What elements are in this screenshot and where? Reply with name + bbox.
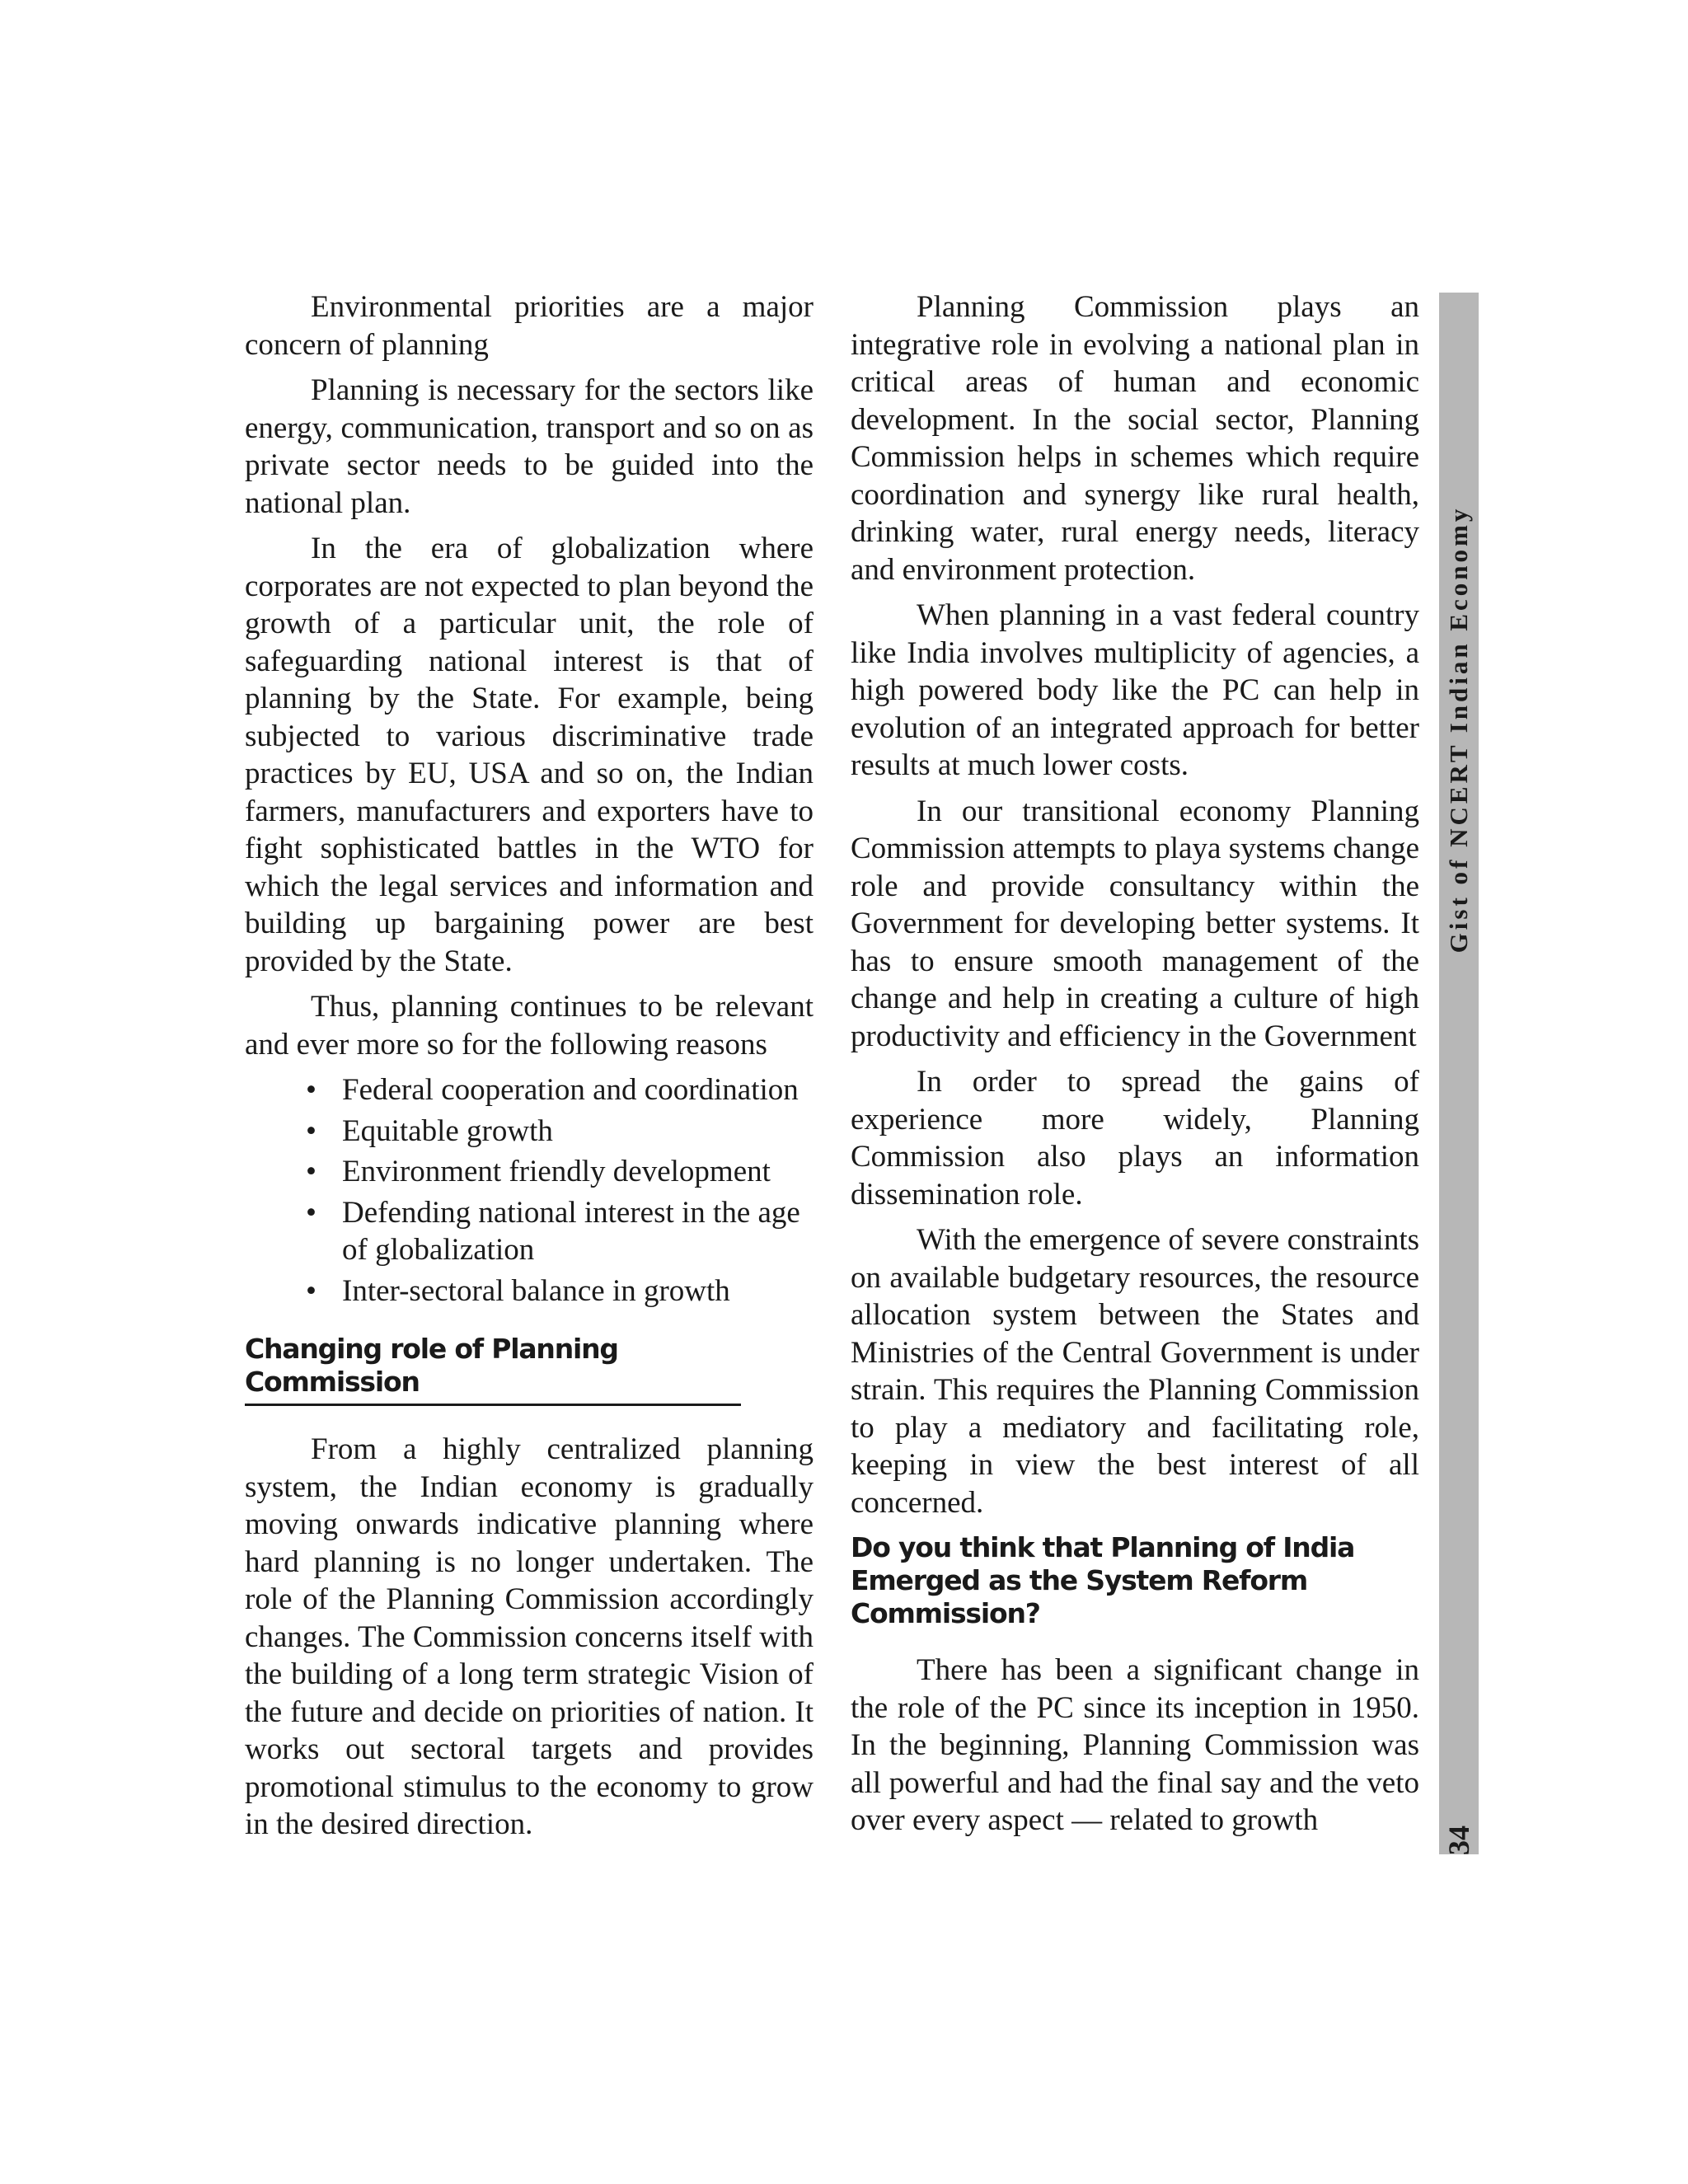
paragraph-significant-change: There has been a significant change in the role of the PC since its inception in 1950. In the beginning, Planning Commission was all powerful and had the final say and the veto over every aspect — related to growth — [851, 1653, 1419, 1837]
list-item-text: Federal cooperation and coordination — [342, 1073, 799, 1107]
left-column — [245, 288, 814, 1852]
list-item — [306, 1194, 814, 1269]
bullet-icon: • — [306, 1273, 316, 1308]
paragraph-information-dissemination: In order to spread the gains of experience more widely, Planning Commission also plays an information dissemination role. — [851, 1065, 1419, 1212]
bullet-icon: • — [306, 1073, 316, 1107]
bullet-icon: • — [306, 1155, 316, 1188]
list-item-text: Defending national interest in the age of globalization — [342, 1195, 800, 1267]
bullet-icon: • — [306, 1113, 316, 1148]
paragraph-centralized-planning: From a highly centralized planning system, the Indian economy is gradually moving onwards indicative planning where hard planning is no longer undertaken. The role of the Planning Commission accordingly changes. The Commission concerns itself with the building of a long term strategic Vision of the future and decide on priorities of nation. It works out sectoral targets and provides promotional stimulus to the economy to grow in the desired direction. — [245, 1432, 814, 1841]
paragraph-federal-country: When planning in a vast federal country like India involves multiplicity of agencies, a high powered body like the PC can help in evolution of an integrated approach for better results at much lower costs. — [851, 598, 1419, 782]
reasons-list — [245, 1071, 814, 1310]
paragraph-globalization: In the era of globalization where corporates are not expected to plan beyond the growth of a particular unit, the role of safeguarding national interest is that of planning by the State. For example, being subjected to various discriminative trade practices by EU, USA and so on, the Indian farmers, manufacturers and exporters have to fight sophisticated battles in the WTO for which the legal services and information and building up bargaining power are best provided by the State. — [245, 532, 814, 978]
right-column — [851, 288, 1419, 1848]
list-item — [306, 1071, 814, 1109]
paragraph-transitional-economy: In our transitional economy Planning Commission attempts to playa systems change role and provide consultancy within the Government for developing better systems. It has to ensure smooth management of the change and help in creating a culture of high productivity and efficiency in the Government — [851, 794, 1419, 1053]
list-item — [306, 1153, 814, 1191]
list-item-text: Equitable growth — [342, 1113, 553, 1148]
paragraph-integrative-role: Planning Commission plays an integrative role in evolving a national plan in critical areas of human and economic development. In the social sector, Planning Commission helps in schemes which require coordination and synergy like rural health, drinking water, rural energy needs, literacy and environment protection. — [851, 290, 1419, 587]
section-heading-changing-role: Changing role of Planning Commission — [245, 1333, 741, 1406]
section-heading-system-reform: Do you think that Planning of India Emerged as the System Reform Commission? — [851, 1531, 1355, 1629]
paragraph-relevance-intro: Thus, planning continues to be relevant and ever more so for the following reasons — [245, 990, 814, 1062]
paragraph-budgetary-constraints: With the emergence of severe constraints on available budgetary resources, the resource allocation system between the States and Ministries of the Central Government is under strain. This requires the Planning Commission to play a mediatory and facilitating role, keeping in view the best interest of all concerned. — [851, 1223, 1419, 1520]
list-item — [306, 1272, 814, 1310]
paragraph-sector-planning: Planning is necessary for the sectors like energy, communication, transport and so on as private sector needs to be guided into the national plan. — [245, 373, 814, 520]
bullet-icon: • — [306, 1195, 316, 1230]
list-item-text: Inter-sectoral balance in growth — [342, 1273, 730, 1308]
paragraph-environmental-priorities: Environmental priorities are a major concern of planning — [245, 290, 814, 362]
sidebar-title-text: Gist of NCERT Indian Economy — [1444, 505, 1473, 954]
list-item-text: Environment friendly development — [342, 1155, 771, 1188]
page-number-text: 34 — [1442, 1825, 1475, 1855]
list-item — [306, 1113, 814, 1151]
